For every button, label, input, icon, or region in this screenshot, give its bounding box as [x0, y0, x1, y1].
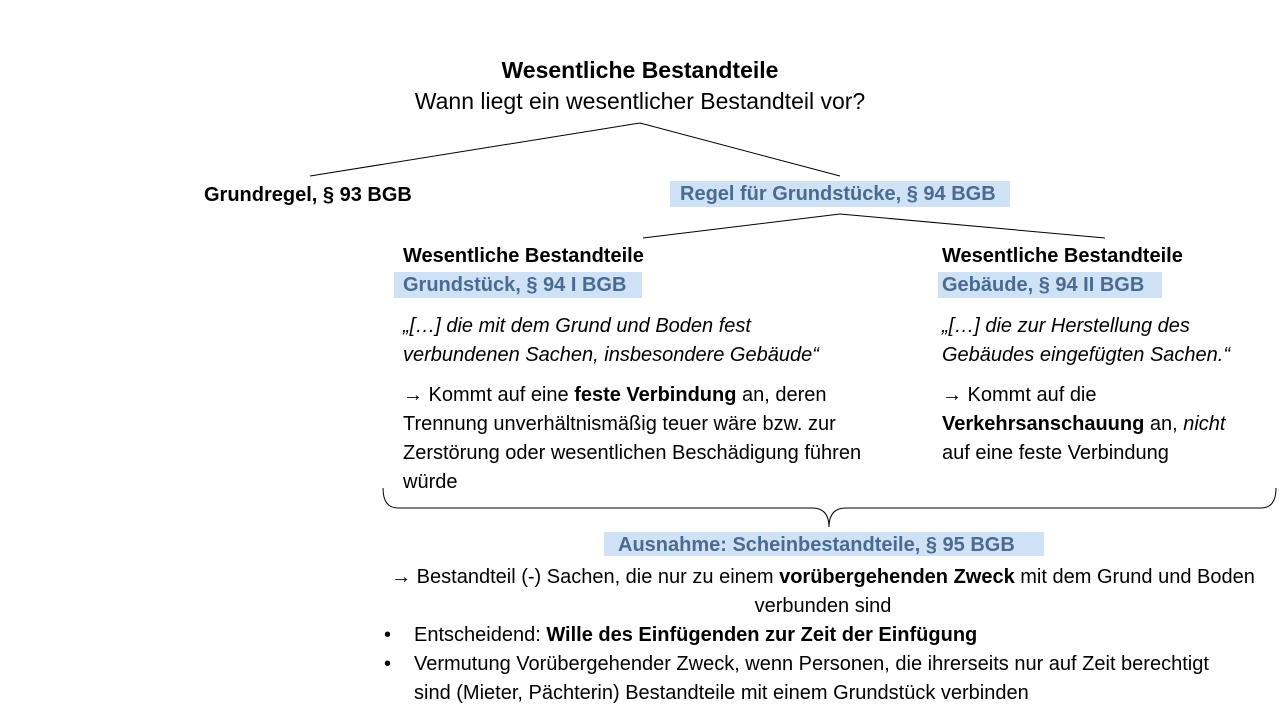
quote-line: verbundenen Sachen, insbesondere Gebäude“ — [403, 344, 819, 366]
column-gebaeude — [942, 242, 1272, 468]
connector-to-grundregel — [310, 123, 640, 176]
explanation-text: Kommt auf die — [962, 384, 1097, 406]
column-gebaeude-explanation — [942, 381, 1252, 468]
arrow-icon: → — [403, 384, 423, 406]
exception-text: Bestandteil (-) Sachen, die nur zu einem — [411, 566, 780, 588]
exception-text: mit dem Grund und Boden verbunden sind — [754, 566, 1255, 617]
explanation-text: an, deren Trennung unverhältnismäßig teuer wäre bzw. zur Zerstörung oder wesentlichen Beschädigung führen würde — [403, 384, 862, 493]
column-grundstueck-explanation — [403, 381, 883, 497]
explanation-emphasis: nicht — [1183, 413, 1226, 435]
exception-title — [604, 532, 1044, 556]
exception-keyword: vorübergehenden Zweck — [779, 566, 1015, 588]
connector-to-grundstuecke — [640, 123, 840, 176]
bullet-item — [382, 621, 1242, 650]
column-grundstueck-subheading-box — [394, 272, 642, 298]
branch-grundstuecke-label: Regel für Grundstücke, § 94 BGB — [670, 181, 1010, 207]
explanation-text: auf eine feste Verbindung — [942, 442, 1169, 464]
column-grundstueck-quote — [403, 312, 893, 370]
quote-line: „[…] die mit dem Grund und Boden fest — [403, 315, 751, 337]
exception-title-highlight: Ausnahme: Scheinbestandteile — [618, 534, 915, 556]
column-gebaeude-quote — [942, 312, 1272, 370]
column-grundstueck-heading: Wesentliche Bestandteile — [403, 245, 644, 267]
column-gebaeude-heading: Wesentliche Bestandteile — [942, 245, 1183, 267]
exception-title-ref: , § 95 BGB — [914, 534, 1015, 556]
branch-grundstuecke — [670, 181, 1010, 207]
bullet-text: Entscheidend: — [414, 624, 547, 646]
quote-line: „[…] die zur Herstellung des — [942, 315, 1190, 337]
bullet-text: Vermutung Vorübergehender Zweck, wenn Personen, die ihrerseits nur auf Zeit berechtigt sind (Mieter, Pächterin) Bestandteile mit einem Grundstück verbinden — [414, 653, 1209, 704]
branch-grundregel: Grundregel, § 93 BGB — [204, 184, 412, 206]
exception-title-box — [604, 532, 1044, 556]
column-grundstueck-subheading: Grundstück, § 94 I BGB — [394, 272, 642, 298]
exception-description — [383, 563, 1263, 621]
bullet-item — [382, 650, 1242, 708]
explanation-keyword: feste Verbindung — [574, 384, 737, 406]
arrow-icon: → — [391, 566, 412, 588]
arrow-icon: → — [942, 384, 962, 406]
exception-bullets — [382, 621, 1242, 708]
column-grundstueck — [403, 242, 893, 497]
bullet-keyword: Wille des Einfügenden zur Zeit der Einfügung — [546, 624, 978, 646]
column-gebaeude-subheading: Gebäude, § 94 II BGB — [938, 272, 1162, 298]
explanation-keyword: Verkehrsanschauung — [942, 413, 1145, 435]
connector-to-left-column — [643, 214, 840, 238]
diagram-title: Wesentliche Bestandteile — [501, 57, 779, 83]
quote-line: Gebäudes eingefügten Sachen.“ — [942, 344, 1230, 366]
explanation-text: an, — [1144, 413, 1184, 435]
connector-to-right-column — [840, 214, 1105, 238]
column-gebaeude-subheading-box — [938, 272, 1162, 298]
explanation-text: Kommt auf eine — [423, 384, 575, 406]
diagram-question: Wann liegt ein wesentlicher Bestandteil vor? — [414, 88, 866, 114]
